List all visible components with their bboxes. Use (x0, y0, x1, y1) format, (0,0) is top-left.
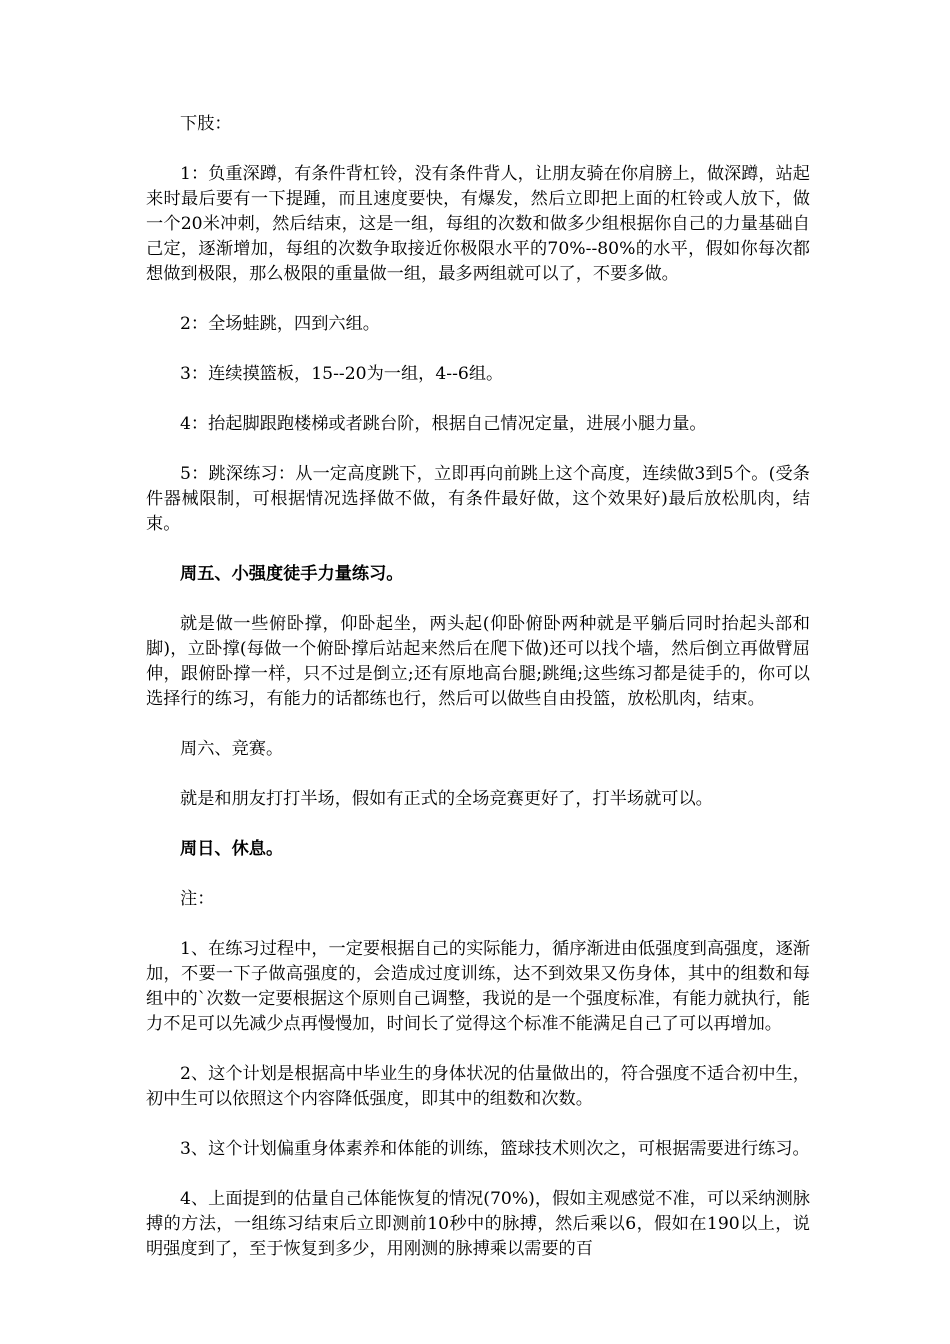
note-item-4: 4、上面提到的估量自己体能恢复的情况(70%)，假如主观感觉不准，可以采纳测脉搏的方法，一组练习结束后立即测前10秒中的脉搏，然后乘以6，假如在190以上，说明强度到了，至于恢复到多少，用刚测的脉搏乘以需要的百 (146, 1189, 810, 1259)
exercise-item-3: 3：连续摸篮板，15--20为一组，4--6组。 (180, 364, 504, 384)
section-heading-lower-limbs: 下肢： (180, 114, 232, 134)
note-item-1: 1、在练习过程中，一定要根据自己的实际能力，循序渐进由低强度到高强度，逐渐加，不要一下子做高强度的，会造成过度训练，达不到效果又伤身体，其中的组数和每组中的`次数一定要根据这个原则自己调整，我说的是一个强度标准，有能力就执行，能力不足可以先减少点再慢慢加，时间长了觉得这个标准不能满足自己了可以再增加。 (146, 939, 810, 1034)
friday-body: 就是做一些俯卧撑，仰卧起坐，两头起(仰卧俯卧两种就是平躺后同时抬起头部和脚)，立卧撑(每做一个俯卧撑后站起来然后在爬下做)还可以找个墙，然后倒立再做臂屈伸，跟俯卧撑一样，只不过是倒立;还有原地高台腿;跳绳;这些练习都是徒手的，你可以选择行的练习，有能力的话都练也行，然后可以做些自由投篮，放松肌肉，结束。 (146, 614, 810, 709)
notes-heading: 注： (180, 889, 215, 909)
exercise-item-2: 2：全场蛙跳，四到六组。 (180, 314, 380, 334)
exercise-item-5: 5：跳深练习：从一定高度跳下，立即再向前跳上这个高度，连续做3到5个。(受条件器械限制，可根据情况选择做不做，有条件最好做，这个效果好)最后放松肌肉，结束。 (146, 464, 810, 534)
exercise-item-4: 4：抬起脚跟跑楼梯或者跳台阶，根据自己情况定量，进展小腿力量。 (180, 414, 707, 434)
note-item-3: 3、这个计划偏重身体素养和体能的训练，篮球技术则次之，可根据需要进行练习。 (180, 1139, 810, 1159)
note-item-2: 2、这个计划是根据高中毕业生的身体状况的估量做出的，符合强度不适合初中生，初中生可以依照这个内容降低强度，即其中的组数和次数。 (146, 1064, 810, 1109)
saturday-heading: 周六、竞赛。 (180, 739, 284, 759)
saturday-body: 就是和朋友打打半场，假如有正式的全场竞赛更好了，打半场就可以。 (180, 789, 713, 809)
exercise-item-1: 1：负重深蹲，有条件背杠铃，没有条件背人，让朋友骑在你肩膀上，做深蹲，站起来时最后要有一下提踵，而且速度要快，有爆发，然后立即把上面的杠铃或人放下，做一个20米冲刺，然后结束，这是一组，每组的次数和做多少组根据你自己的力量基础自己定，逐渐增加，每组的次数争取接近你极限水平的70%--80%的水平，假如你每次都想做到极限，那么极限的重量做一组，最多两组就可以了，不要多做。 (146, 164, 810, 284)
document-page (146, 112, 810, 1262)
sunday-heading: 周日、休息。 (180, 839, 284, 859)
friday-heading: 周五、小强度徒手力量练习。 (180, 564, 404, 584)
